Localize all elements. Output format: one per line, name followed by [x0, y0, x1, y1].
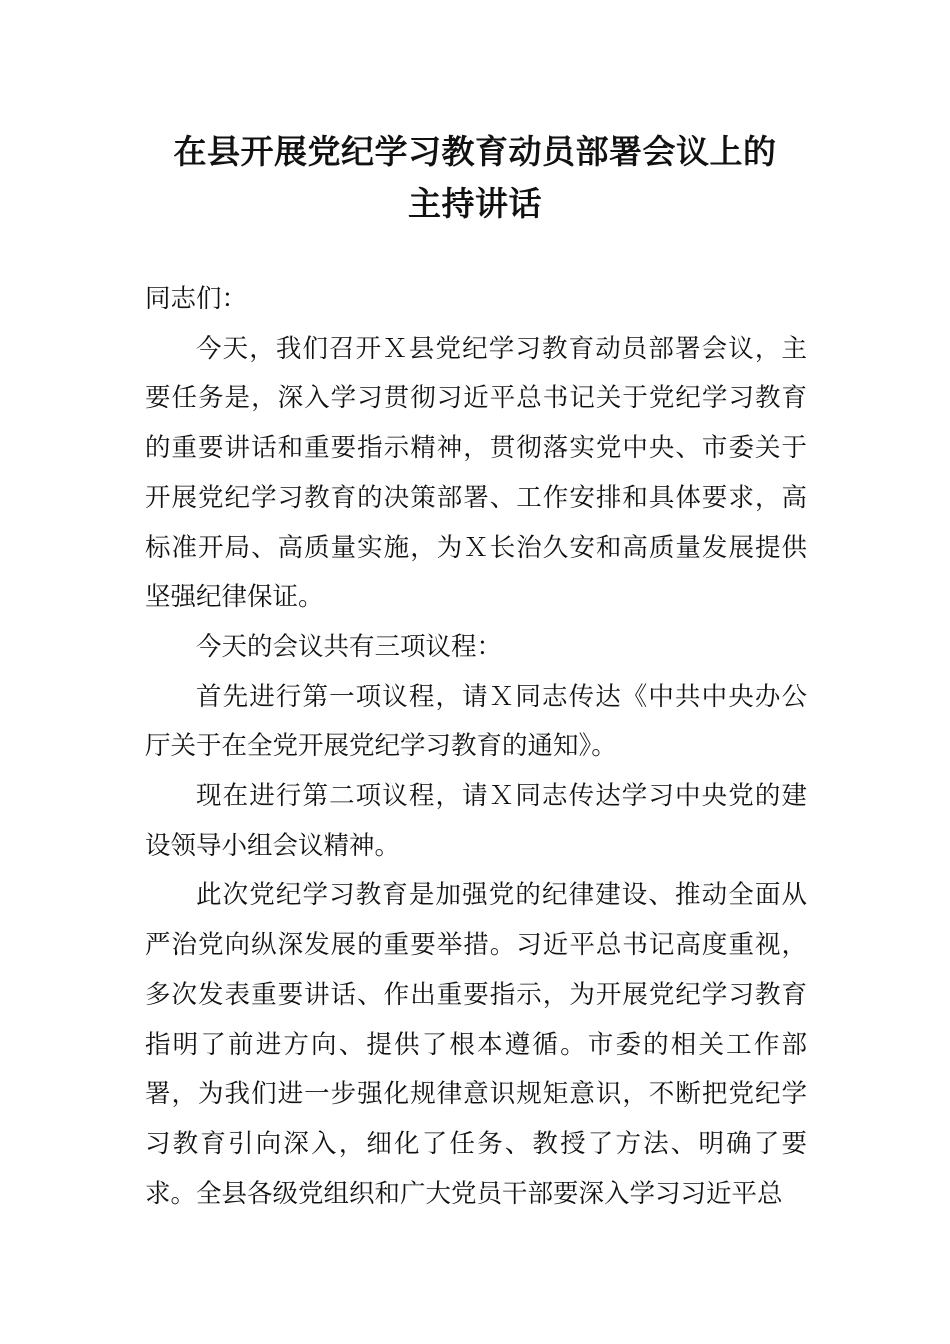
- document-title-line-2: 主持讲话: [408, 184, 542, 223]
- salutation: 同志们：: [145, 284, 248, 314]
- paragraph-discussion: 此次党纪学习教育是加强党的纪律建设、推动全面从严治党向纵深发展的重要举措。习近平总书记高度重视，多次发表重要讲话、作出重要指示，为开展党纪学习教育指明了前进方向、提供了根本遵循。市委的相关工作部署，为我们进一步强化规律意识规矩意识，不断把党纪学习教育引向深入，细化了任务、教授了方法、明确了要求。全县各级党组织和广大党员干部要深入学习习近平总: [145, 880, 807, 1209]
- paragraph-agenda-intro: 今天的会议共有三项议程：: [196, 631, 503, 662]
- paragraph-opening: 今天，我们召开Ｘ县党纪学习教育动员部署会议，主要任务是，深入学习贯彻习近平总书记关于党纪学习教育的重要讲话和重要指示精神，贯彻落实党中央、市委关于开展党纪学习教育的决策部署、工作安排和具体要求，高标准开局、高质量实施，为Ｘ长治久安和高质量发展提供坚强纪律保证。: [145, 333, 807, 613]
- paragraph-agenda-item-2: 现在进行第二项议程，请Ｘ同志传达学习中央党的建设领导小组会议精神。: [145, 781, 807, 861]
- paragraph-agenda-item-1: 首先进行第一项议程，请Ｘ同志传达《中共中央办公厅关于在全党开展党纪学习教育的通知》。: [145, 681, 807, 762]
- document-body: [145, 275, 807, 1219]
- document-title-line-1: 在县开展党纪学习教育动员部署会议上的: [173, 132, 777, 171]
